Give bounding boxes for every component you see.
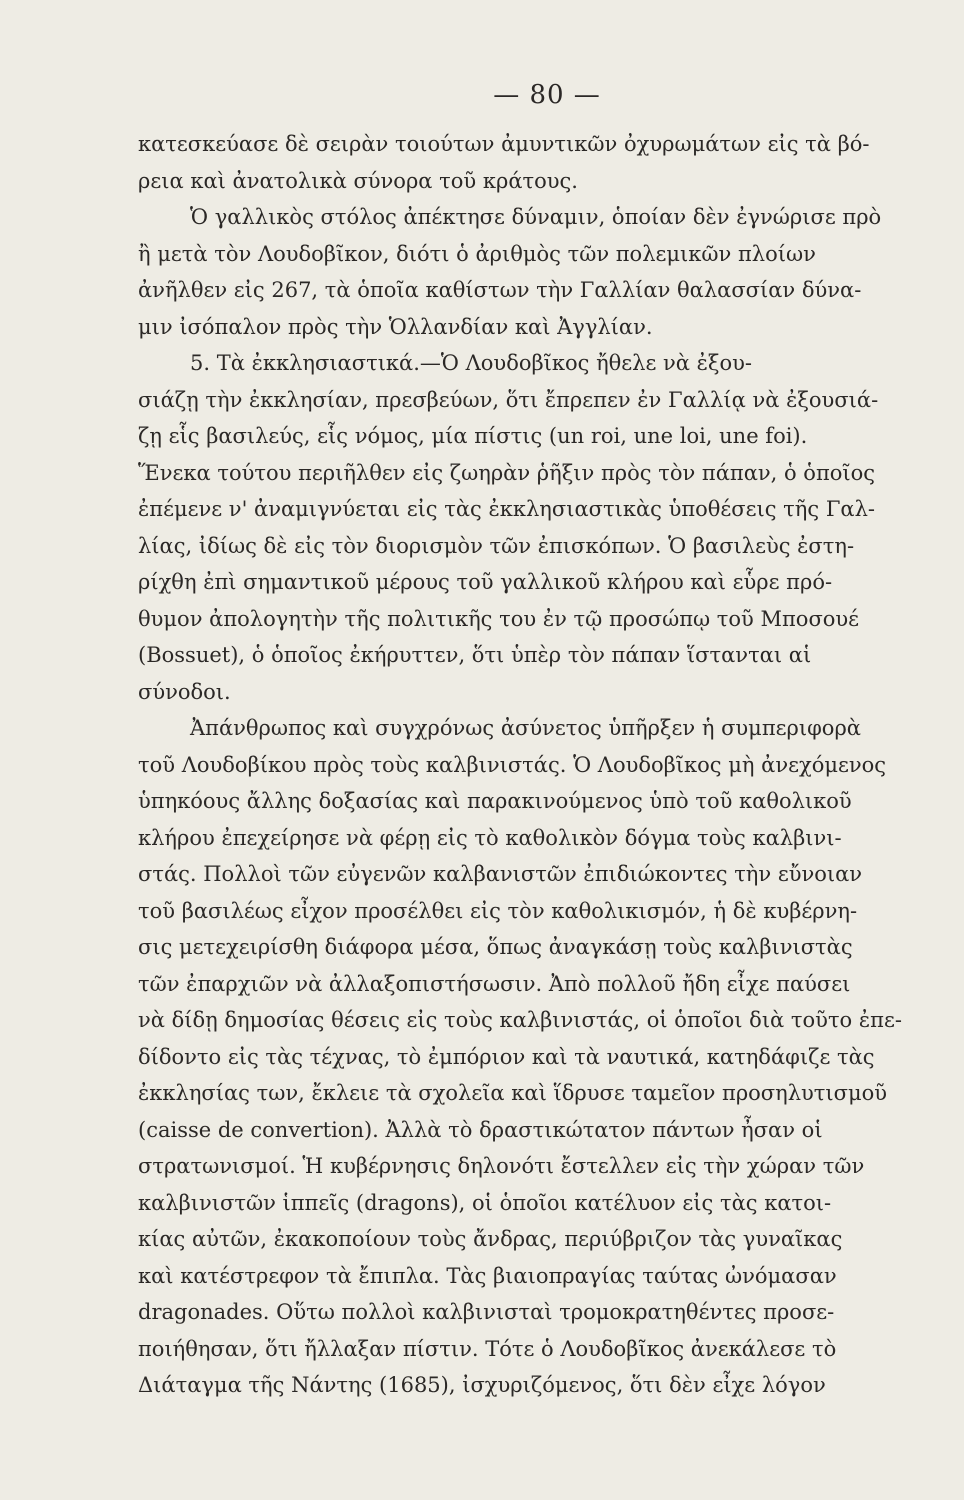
text-line: ὑπηκόους ἄλλης δοξασίας καὶ παρακινούμενος ὑπὸ τοῦ καθολικοῦ: [138, 789, 852, 813]
text-line: στάς. Πολλοὶ τῶν εὐγενῶν καλβανιστῶν ἐπιδιώκοντες τὴν εὔνοιαν: [138, 862, 863, 886]
text-line: ἀνῆλθεν εἰς 267, τὰ ὁποῖα καθίστων τὴν Γαλλίαν θαλασσίαν δύνα-: [138, 278, 862, 302]
text-line: τοῦ βασιλέως εἶχον προσέλθει εἰς τὸν καθολικισμόν, ἡ δὲ κυβέρνη-: [138, 898, 858, 923]
text-line: νὰ δίδῃ δημοσίας θέσεις εἰς τοὺς καλβινιστάς, οἱ ὁποῖοι διὰ τοῦτο ἐπε-: [138, 1008, 902, 1032]
text-line: σιάζῃ τὴν ἐκκλησίαν, πρεσβεύων, ὅτι ἔπρεπεν ἐν Γαλλίᾳ νὰ ἐξουσιά-: [138, 387, 879, 412]
text-line: ποιήθησαν, ὅτι ἤλλαξαν πίστιν. Τότε ὁ Λουδοβῖκος ἀνεκάλεσε τὸ: [138, 1336, 837, 1361]
text-line: τῶν ἐπαρχιῶν νὰ ἀλλαξοπιστήσωσιν. Ἀπὸ πολλοῦ ἤδη εἶχε παύσει: [138, 971, 851, 996]
text-line: ρίχθη ἐπὶ σημαντικοῦ μέρους τοῦ γαλλικοῦ κλήρου καὶ εὗρε πρό-: [138, 570, 833, 594]
text-line: κλήρου ἐπεχείρησε νὰ φέρῃ εἰς τὸ καθολικὸν δόγμα τοὺς καλβινι-: [138, 825, 842, 850]
text-line: Ἀπάνθρωπος καὶ συγχρόνως ἀσύνετος ὑπῆρξεν ἡ συμπεριφορὰ: [190, 716, 861, 740]
text-line: (caisse de convertion). Ἀλλὰ τὸ δραστικώτατον πάντων ἦσαν οἱ: [138, 1117, 823, 1142]
page-number: — 80 —: [493, 80, 601, 110]
text-line: θυμον ἀπολογητὴν τῆς πολιτικῆς του ἐν τῷ προσώπῳ τοῦ Μποσουέ: [138, 606, 860, 631]
text-line: dragonades. Οὕτω πολλοὶ καλβινισταὶ τρομοκρατηθέντες προσε-: [138, 1300, 835, 1324]
text-line: κίας αὐτῶν, ἐκακοποίουν τοὺς ἄνδρας, περιύβριζον τὰς γυναῖκας: [138, 1227, 843, 1251]
text-line: σύνοδοι.: [138, 679, 231, 704]
text-line: ἐπέμενε ν' ἀναμιγνύεται εἰς τὰς ἐκκλησιαστικὰς ὑποθέσεις τῆς Γαλ-: [138, 497, 875, 521]
text-line: ζῃ εἷς βασιλεύς, εἷς νόμος, μία πίστις (un roi, une loi, une foi).: [138, 424, 808, 448]
text-line: Ὁ γαλλικὸς στόλος ἀπέκτησε δύναμιν, ὁποίαν δὲν ἐγνώρισε πρὸ: [190, 205, 882, 229]
text-line: (Bossuet), ὁ ὁποῖος ἐκήρυττεν, ὅτι ὑπὲρ τὸν πάπαν ἵστανται αἱ: [138, 643, 812, 667]
text-line: δίδοντο εἰς τὰς τέχνας, τὸ ἐμπόριον καὶ τὰ ναυτικά, κατηδάφιζε τὰς: [138, 1044, 875, 1069]
text-line: στρατωνισμοί. Ἡ κυβέρνησις δηλονότι ἔστελλεν εἰς τὴν χώραν τῶν: [138, 1154, 865, 1178]
text-line: σις μετεχειρίσθη διάφορα μέσα, ὅπως ἀναγκάσῃ τοὺς καλβινιστὰς: [138, 935, 853, 959]
text-line: μιν ἰσόπαλον πρὸς τὴν Ὁλλανδίαν καὶ Ἀγγλίαν.: [138, 314, 653, 339]
text-line: καὶ κατέστρεφον τὰ ἔπιπλα. Τὰς βιαιοπραγίας ταύτας ὠνόμασαν: [138, 1263, 837, 1288]
text-line: Διάταγμα τῆς Νάντης (1685), ἰσχυριζόμενος, ὅτι δὲν εἶχε λόγον: [138, 1373, 826, 1397]
text-line: ρεια καὶ ἀνατολικὰ σύνορα τοῦ κράτους.: [138, 168, 578, 193]
text-line: τοῦ Λουδοβίκου πρὸς τοὺς καλβινιστάς. Ὁ Λουδοβῖκος μὴ ἀνεχόμενος: [138, 752, 887, 777]
text-line: κατεσκεύασε δὲ σειρὰν τοιούτων ἀμυντικῶν ὀχυρωμάτων εἰς τὰ βό-: [138, 132, 870, 156]
text-line: καλβινιστῶν ἱππεῖς (dragons), οἱ ὁποῖοι κατέλυον εἰς τὰς κατοι-: [138, 1190, 832, 1215]
text-line: ἢ μετὰ τὸν Λουδοβῖκον, διότι ὁ ἀριθμὸς τῶν πολεμικῶν πλοίων: [138, 241, 816, 266]
text-line: 5. Τὰ ἐκκλησιαστικά.—Ὁ Λουδοβῖκος ἤθελε νὰ ἐξου-: [190, 351, 752, 375]
text-line: λίας, ἰδίως δὲ εἰς τὸν διορισμὸν τῶν ἐπισκόπων. Ὁ βασιλεὺς ἐστη-: [138, 533, 855, 558]
text-line: ἐκκλησίας των, ἔκλειε τὰ σχολεῖα καὶ ἵδρυσε ταμεῖον προσηλυτισμοῦ: [138, 1081, 888, 1105]
text-line: Ἕνεκα τούτου περιῆλθεν εἰς ζωηρὰν ῥῆξιν πρὸς τὸν πάπαν, ὁ ὁποῖος: [138, 460, 876, 485]
body-text: [138, 126, 934, 1404]
